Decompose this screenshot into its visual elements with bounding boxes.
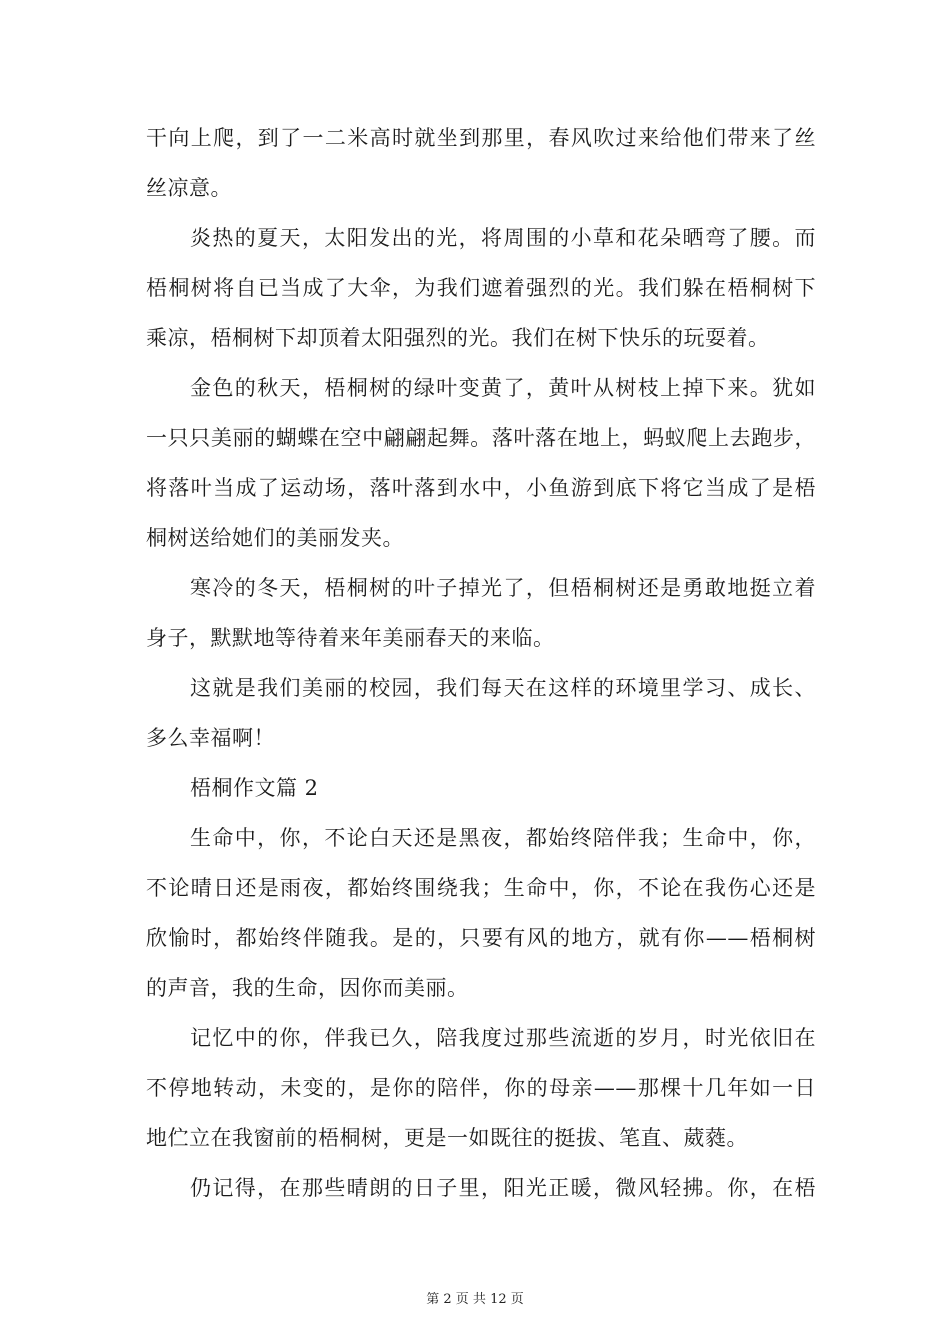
text-line: 金色的秋天，梧桐树的绿叶变黄了，黄叶从树枝上掉下来。犹如: [190, 376, 816, 400]
text-line: 炎热的夏天，太阳发出的光，将周围的小草和花朵晒弯了腰。而: [190, 226, 816, 250]
text-line: 一只只美丽的蝴蝶在空中翩翩起舞。落叶落在地上，蚂蚁爬上去跑步，: [146, 426, 816, 450]
text-line: 仍记得，在那些晴朗的日子里，阳光正暖，微风轻拂。你，在梧: [190, 1176, 816, 1200]
text-line: 将落叶当成了运动场，落叶落到水中，小鱼游到底下将它当成了是梧: [146, 476, 816, 500]
text-line: 欣愉时，都始终伴随我。是的，只要有风的地方，就有你——梧桐树: [146, 926, 816, 950]
text-line: 梧桐树将自已当成了大伞，为我们遮着强烈的光。我们躲在梧桐树下: [146, 276, 816, 300]
footer-middle: 页 共: [455, 1292, 486, 1307]
text-line: 的声音，我的生命，因你而美丽。: [146, 976, 469, 1000]
text-line: 桐树送给她们的美丽发夹。: [146, 526, 404, 550]
text-line: 乘凉，梧桐树下却顶着太阳强烈的光。我们在树下快乐的玩耍着。: [146, 326, 770, 350]
section-heading: 梧桐作文篇 2: [190, 776, 319, 800]
footer-prefix: 第: [426, 1292, 440, 1307]
text-line: 寒冷的冬天，梧桐树的叶子掉光了，但梧桐树还是勇敢地挺立着: [190, 576, 816, 600]
text-line: 地伫立在我窗前的梧桐树，更是一如既往的挺拔、笔直、葳蕤。: [146, 1126, 748, 1150]
text-line: 这就是我们美丽的校园，我们每天在这样的环境里学习、成长、: [190, 676, 816, 700]
footer-page-number: 2: [443, 1292, 452, 1307]
text-line: 不论晴日还是雨夜，都始终围绕我；生命中，你，不论在我伤心还是: [146, 876, 816, 900]
text-line: 记忆中的你，伴我已久，陪我度过那些流逝的岁月，时光依旧在: [190, 1026, 816, 1050]
footer-total-pages: 12: [490, 1292, 507, 1307]
text-line: 多么幸福啊！: [146, 726, 275, 750]
text-line: 丝凉意。: [146, 176, 232, 200]
text-line: 身子，默默地等待着来年美丽春天的来临。: [146, 626, 555, 650]
page-footer: [0, 1290, 950, 1310]
text-line: 生命中，你，不论白天还是黑夜，都始终陪伴我；生命中，你，: [190, 826, 816, 850]
text-line: 不停地转动，未变的，是你的陪伴，你的母亲——那棵十几年如一日: [146, 1076, 816, 1100]
text-line: 干向上爬，到了一二米高时就坐到那里，春风吹过来给他们带来了丝: [146, 126, 816, 150]
footer-suffix: 页: [510, 1292, 524, 1307]
